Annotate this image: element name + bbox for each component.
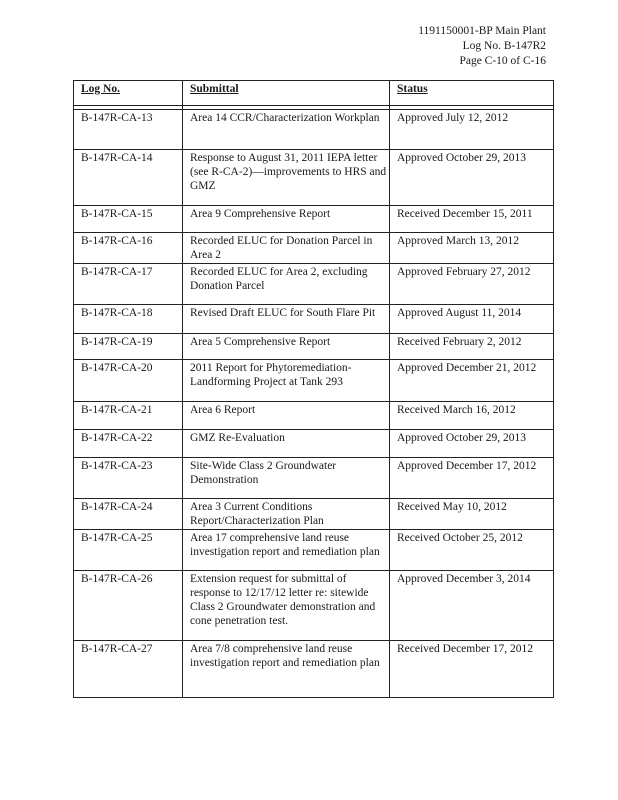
status-cell: Approved October 29, 2013 [390,150,554,206]
status-cell: Approved March 13, 2012 [390,233,554,264]
table-row [74,402,554,430]
log-no-cell: B-147R-CA-25 [74,530,183,571]
status-cell: Approved December 3, 2014 [390,571,554,641]
log-no-cell: B-147R-CA-15 [74,206,183,233]
status-cell: Approved October 29, 2013 [390,430,554,458]
submittal-cell: Site-Wide Class 2 Groundwater Demonstration [183,458,390,499]
status-cell: Approved February 27, 2012 [390,264,554,305]
status-cell: Received December 17, 2012 [390,641,554,698]
submittal-log-table [73,80,554,698]
submittal-cell: Area 17 comprehensive land reuse investigation report and remediation plan [183,530,390,571]
table-row [74,305,554,334]
table-row [74,360,554,402]
submittal-cell: Area 14 CCR/Characterization Workplan [183,110,390,150]
submittal-cell: GMZ Re-Evaluation [183,430,390,458]
table-row [74,499,554,530]
column-header-status: Status [390,81,554,106]
log-no-cell: B-147R-CA-24 [74,499,183,530]
log-no-cell: B-147R-CA-13 [74,110,183,150]
submittal-cell: Recorded ELUC for Donation Parcel in Area 2 [183,233,390,264]
table-header-row [74,81,554,106]
table-row [74,641,554,698]
column-header-log-no: Log No. [74,81,183,106]
status-cell: Approved December 21, 2012 [390,360,554,402]
submittal-cell: Recorded ELUC for Area 2, excluding Donation Parcel [183,264,390,305]
submittal-cell: Response to August 31, 2011 IEPA letter (see R-CA-2)—improvements to HRS and GMZ [183,150,390,206]
log-no-cell: B-147R-CA-17 [74,264,183,305]
submittal-cell: Revised Draft ELUC for South Flare Pit [183,305,390,334]
log-no-cell: B-147R-CA-14 [74,150,183,206]
table-row [74,571,554,641]
status-cell: Received October 25, 2012 [390,530,554,571]
log-no-cell: B-147R-CA-27 [74,641,183,698]
status-cell: Approved December 17, 2012 [390,458,554,499]
table-row [74,530,554,571]
status-cell: Received December 15, 2011 [390,206,554,233]
submittal-cell: Area 7/8 comprehensive land reuse investigation report and remediation plan [183,641,390,698]
page-number: Page C-10 of C-16 [459,55,546,67]
project-id: 1191150001-BP Main Plant [418,25,546,37]
log-no-cell: B-147R-CA-16 [74,233,183,264]
status-cell: Approved July 12, 2012 [390,110,554,150]
submittal-cell: Area 6 Report [183,402,390,430]
log-no-cell: B-147R-CA-26 [74,571,183,641]
submittal-cell: Area 9 Comprehensive Report [183,206,390,233]
table-row [74,430,554,458]
table-row [74,334,554,360]
table-row [74,233,554,264]
status-cell: Received May 10, 2012 [390,499,554,530]
table-row [74,206,554,233]
status-cell: Received February 2, 2012 [390,334,554,360]
column-header-submittal: Submittal [183,81,390,106]
log-number: Log No. B-147R2 [462,40,546,52]
submittal-cell: Area 3 Current Conditions Report/Characterization Plan [183,499,390,530]
submittal-cell: Extension request for submittal of response to 12/17/12 letter re: sitewide Class 2 Groundwater demonstration and cone penetration test. [183,571,390,641]
log-no-cell: B-147R-CA-19 [74,334,183,360]
log-no-cell: B-147R-CA-21 [74,402,183,430]
submittal-cell: 2011 Report for Phytoremediation-Landforming Project at Tank 293 [183,360,390,402]
submittal-cell: Area 5 Comprehensive Report [183,334,390,360]
status-cell: Approved August 11, 2014 [390,305,554,334]
log-no-cell: B-147R-CA-23 [74,458,183,499]
log-no-cell: B-147R-CA-20 [74,360,183,402]
log-no-cell: B-147R-CA-18 [74,305,183,334]
table-row [74,110,554,150]
status-cell: Received March 16, 2012 [390,402,554,430]
table-row [74,458,554,499]
table-row [74,264,554,305]
page-header [418,24,546,69]
log-no-cell: B-147R-CA-22 [74,430,183,458]
table-row [74,150,554,206]
